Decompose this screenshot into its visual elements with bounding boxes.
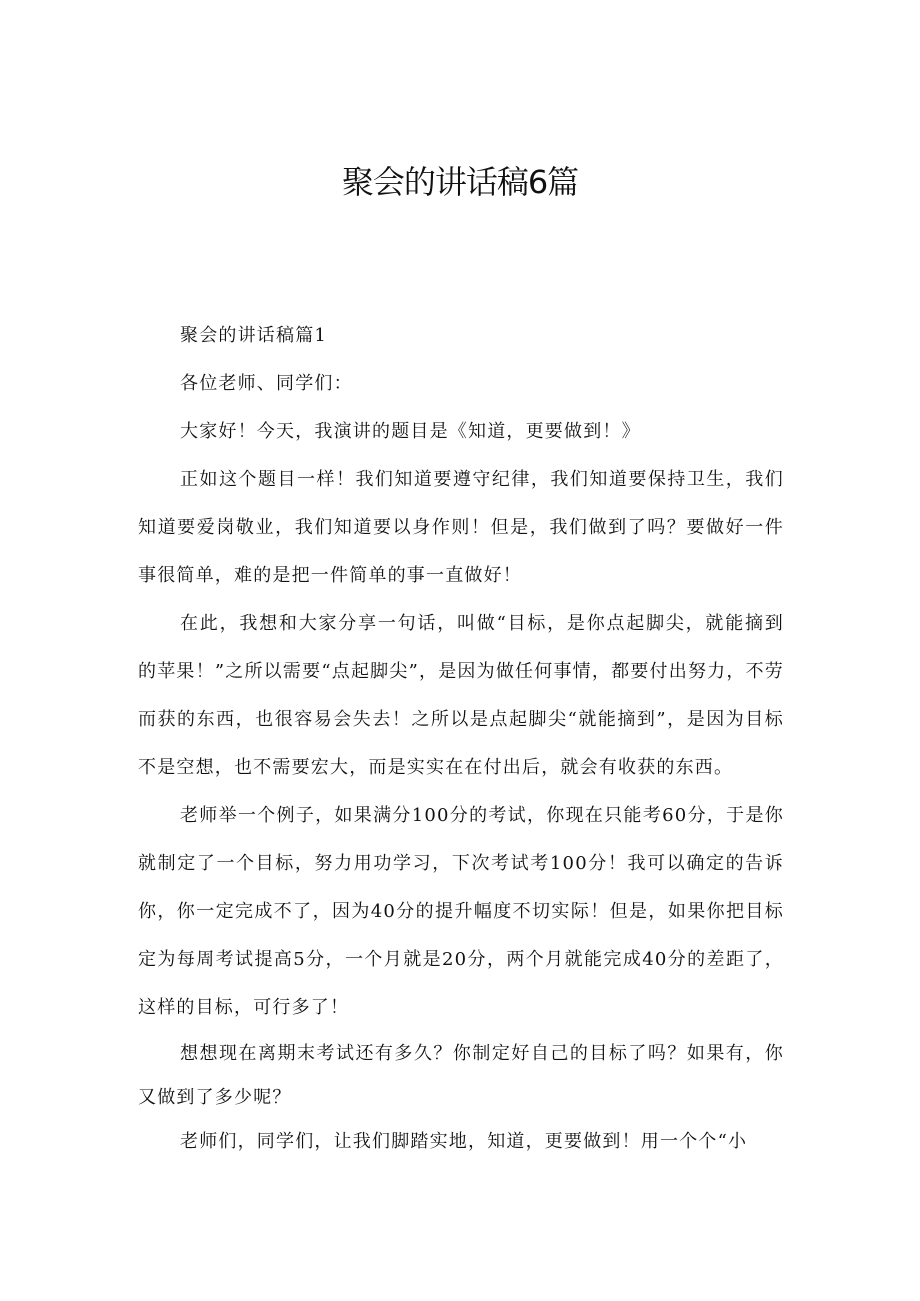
document-title: 聚会的讲话稿6篇 — [341, 163, 579, 201]
salutation: 各位老师、同学们： — [180, 373, 353, 394]
paragraph-greeting: 大家好！今天，我演讲的题目是《知道，更要做到！》 — [180, 421, 641, 442]
document-body — [138, 312, 784, 1164]
paragraph-body: 老师举一个例子，如果满分100分的考试，你现在只能考60分，于是你就制定了一个目标，努力用功学习，下次考试考100分！我可以确定的告诉你，你一定完成不了，因为40分的提升幅度不切实际！但是，如果你把目标定为每周考试提高5分，一个月就是20分，两个月就能完成40分的差距了，这样的目标，可行多了！ — [138, 805, 784, 1018]
paragraph-body: 老师们，同学们，让我们脚踏实地，知道，更要做到！用一个个“小 — [180, 1131, 748, 1152]
section-heading: 聚会的讲话稿篇1 — [180, 325, 328, 346]
paragraph-body: 在此，我想和大家分享一句话，叫做“目标，是你点起脚尖，就能摘到的苹果！”之所以需要“点起脚尖”，是因为做任何事情，都要付出努力，不劳而获的东西，也很容易会失去！之所以是点起脚尖“就能摘到”，是因为目标不是空想，也不需要宏大，而是实实在在付出后，就会有收获的东西。 — [138, 613, 784, 778]
paragraph-body: 正如这个题目一样！我们知道要遵守纪律，我们知道要保持卫生，我们知道要爱岗敬业，我们知道要以身作则！但是，我们做到了吗？要做好一件事很简单，难的是把一件简单的事一直做好！ — [138, 469, 784, 586]
paragraph-body: 想想现在离期末考试还有多久？你制定好自己的目标了吗？如果有，你又做到了多少呢？ — [138, 1043, 784, 1108]
